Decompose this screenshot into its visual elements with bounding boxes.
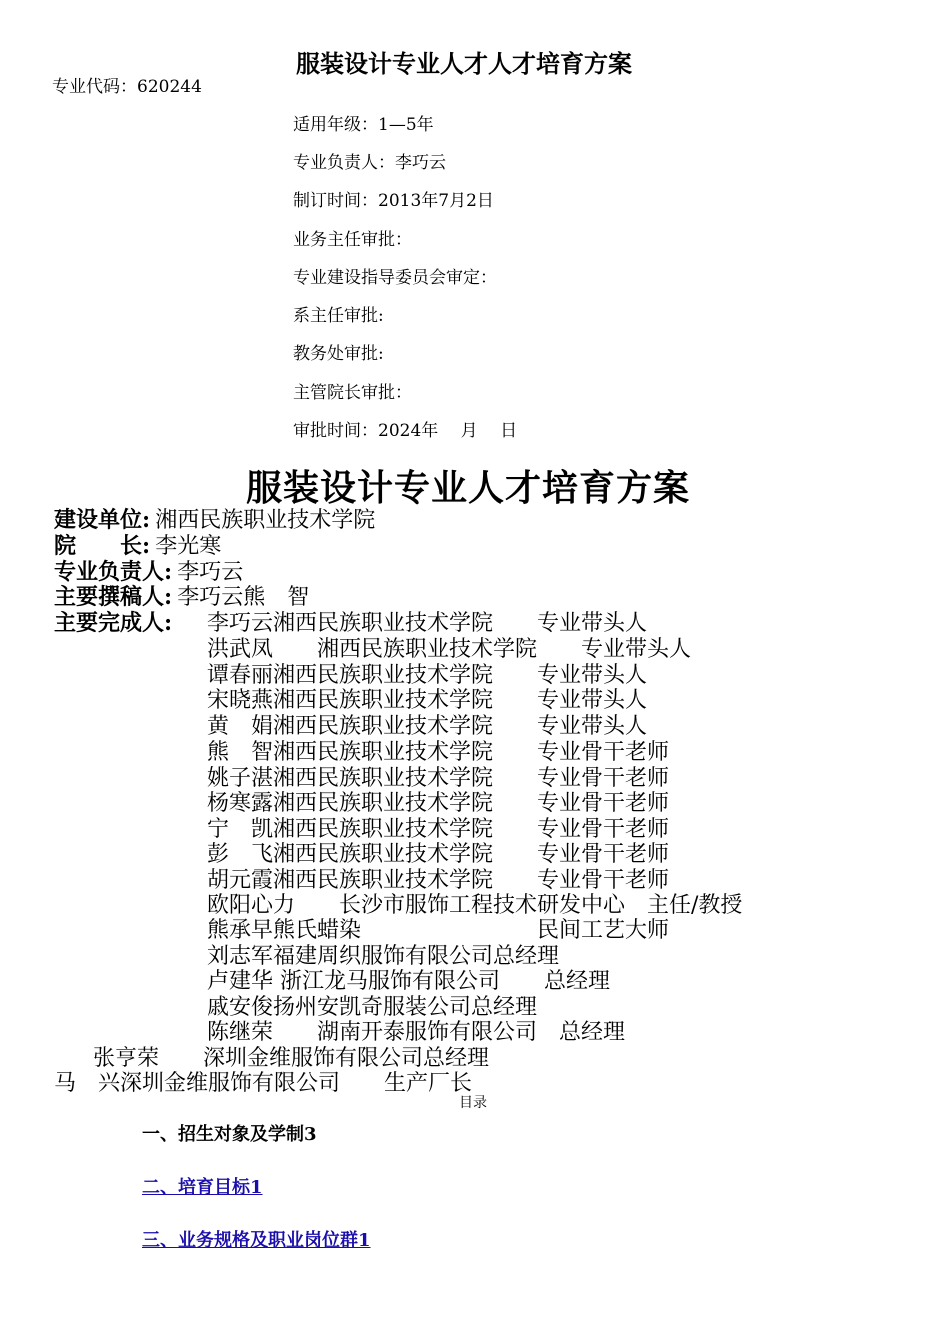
member-row: 张亨荣 深圳金维服饰有限公司总经理 xyxy=(93,1046,490,1071)
field-value: 湘西民族职业技术学院 xyxy=(155,508,376,533)
meta-date: 制订时间：2013年7月2日 xyxy=(293,191,494,211)
meta-academic-approval: 教务处审批: xyxy=(293,344,384,364)
field-label: 专业负责人: xyxy=(54,559,173,585)
member-row: 胡元霞湘西民族职业技术学院 专业骨干老师 xyxy=(207,868,670,893)
member-row: 李巧云湘西民族职业技术学院 专业带头人 xyxy=(207,611,648,636)
member-row: 彭 飞湘西民族职业技术学院 专业骨干老师 xyxy=(207,842,670,867)
meta-committee-review: 专业建设指导委员会审定： xyxy=(293,268,497,288)
member-row: 马 兴深圳金维服饰有限公司 生产厂长 xyxy=(54,1071,473,1096)
member-row: 谭春丽湘西民族职业技术学院 专业带头人 xyxy=(207,663,648,688)
member-row: 熊 智湘西民族职业技术学院 专业骨干老师 xyxy=(207,740,670,765)
program-title: 服装设计专业人才培育方案 xyxy=(246,467,691,509)
meta-approval-date: 审批时间：2024年 月 日 xyxy=(293,421,518,441)
meta-dean-approval: 主管院长审批： xyxy=(293,383,412,403)
program-code: 专业代码：620244 xyxy=(52,77,202,97)
member-row: 宋晓燕湘西民族职业技术学院 专业带头人 xyxy=(207,688,648,713)
field-main-contributors xyxy=(54,606,172,637)
member-row: 姚子湛湘西民族职业技术学院 专业骨干老师 xyxy=(207,766,670,791)
field-label: 院 长: xyxy=(54,533,151,559)
meta-leader: 专业负责人：李巧云 xyxy=(293,153,446,173)
toc-link[interactable]: 二、培育目标1 xyxy=(142,1177,263,1198)
toc-item[interactable]: 一、招生对象及学制3 xyxy=(142,1124,317,1145)
field-label: 主要完成人: xyxy=(54,610,173,636)
member-row: 杨寒露湘西民族职业技术学院 专业骨干老师 xyxy=(207,791,670,816)
member-row: 宁 凯湘西民族职业技术学院 专业骨干老师 xyxy=(207,817,670,842)
field-value: 李光寒 xyxy=(155,534,222,559)
cover-title: 服装设计专业人才人才培育方案 xyxy=(296,49,632,78)
member-row: 欧阳心力 长沙市服饰工程技术研发中心 主任/教授 xyxy=(207,893,743,918)
meta-business-approval: 业务主任审批： xyxy=(293,230,412,250)
member-row: 黄 娟湘西民族职业技术学院 专业带头人 xyxy=(207,714,648,739)
member-row: 刘志军福建周织服饰有限公司总经理 xyxy=(207,944,560,969)
member-row: 戚安俊扬州安凯奇服装公司总经理 xyxy=(207,995,538,1020)
field-value: 李巧云熊 智 xyxy=(177,585,310,610)
member-row: 陈继荣 湖南开泰服饰有限公司 总经理 xyxy=(207,1020,626,1045)
meta-grade: 适用年级：1—5年 xyxy=(293,115,434,135)
field-value: 李巧云 xyxy=(177,560,244,585)
field-label: 建设单位: xyxy=(54,507,151,533)
member-row: 洪武凤 湘西民族职业技术学院 专业带头人 xyxy=(207,637,692,662)
field-label: 主要撰稿人: xyxy=(54,584,173,610)
member-row: 熊承早熊氏蜡染 民间工艺大师 xyxy=(207,918,670,943)
member-row: 卢建华 浙江龙马服饰有限公司 总经理 xyxy=(207,969,610,994)
toc-title: 目录 xyxy=(459,1095,487,1111)
toc-link[interactable]: 三、业务规格及职业岗位群1 xyxy=(142,1230,371,1251)
meta-dept-approval: 系主任审批: xyxy=(293,306,384,326)
